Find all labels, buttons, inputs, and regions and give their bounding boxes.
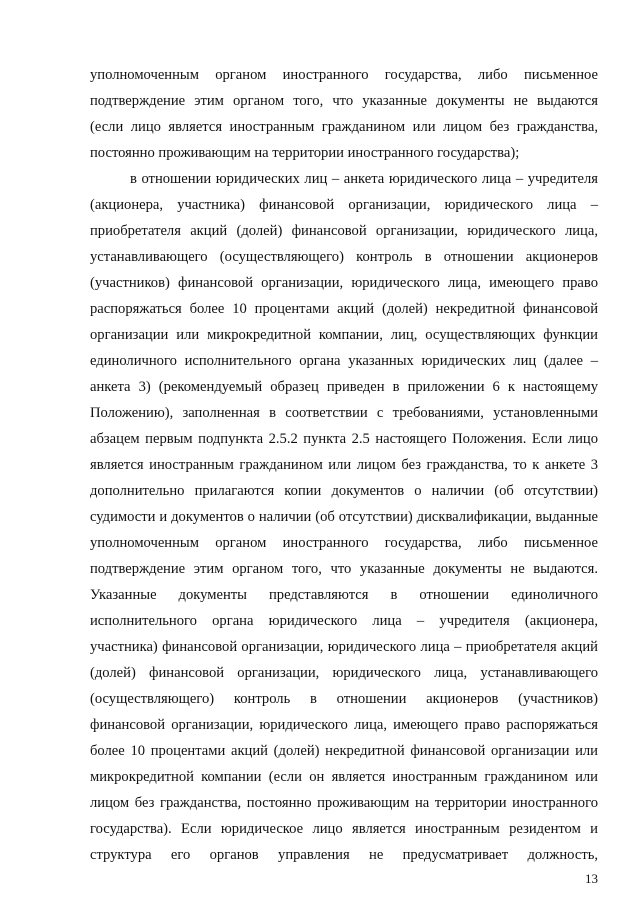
text-line: уполномоченным органом иностранного государства, либо письменное: [90, 67, 598, 83]
text-line: организации или микрокредитной компании, лиц, осуществляющих функции: [90, 327, 598, 343]
text-line: (осуществляющего) контроль в отношении акционеров (участников): [90, 691, 598, 707]
text-line: (акционера, участника) финансовой организации, юридического лица –: [90, 197, 598, 213]
text-line: анкета 3) (рекомендуемый образец приведен в приложении 6 к настоящему: [90, 379, 598, 395]
text-line: микрокредитной компании (если он является иностранным гражданином или: [90, 769, 598, 785]
text-line: устанавливающего (осуществляющего) контроль в отношении акционеров: [90, 249, 598, 265]
text-line: постоянно проживающим на территории иностранного государства);: [90, 145, 520, 161]
text-line: Указанные документы представляются в отношении единоличного: [90, 587, 598, 603]
text-line: приобретателя акций (долей) финансовой организации, юридического лица,: [90, 223, 598, 239]
text-line: единоличного исполнительного органа указанных юридических лиц (далее –: [90, 353, 598, 369]
text-line: исполнительного органа юридического лица – учредителя (акционера,: [90, 613, 598, 629]
text-line: подтверждение этим органом того, что указанные документы не выдаются.: [90, 561, 598, 577]
page-number: 13: [585, 871, 598, 886]
text-line: (участников) финансовой организации, юридического лица, имеющего право: [90, 275, 598, 291]
text-line: структура его органов управления не предусматривает должность,: [90, 847, 598, 863]
text-line: судимости и документов о наличии (об отсутствии) дисквалификации, выданные: [90, 509, 598, 525]
text-line: (долей) финансовой организации, юридического лица, устанавливающего: [90, 665, 598, 681]
text-line: подтверждение этим органом того, что указанные документы не выдаются: [90, 93, 598, 109]
text-line: участника) финансовой организации, юридического лица – приобретателя акций: [90, 639, 598, 655]
text-line: финансовой организации, юридического лица, имеющего право распоряжаться: [90, 717, 598, 733]
text-line: государства). Если юридическое лицо является иностранным резидентом и: [90, 821, 598, 837]
body-text: [90, 62, 598, 868]
paragraph-legal-entities: [90, 166, 598, 868]
text-line: абзацем первым подпункта 2.5.2 пункта 2.5 настоящего Положения. Если лицо: [90, 431, 598, 447]
text-line: Положению), заполненная в соответствии с требованиями, установленными: [90, 405, 598, 421]
paragraph-continuation: [90, 62, 598, 166]
text-line: в отношении юридических лиц – анкета юридического лица – учредителя: [130, 171, 598, 187]
text-line: уполномоченным органом иностранного государства, либо письменное: [90, 535, 598, 551]
text-line: более 10 процентами акций (долей) некредитной финансовой организации или: [90, 743, 598, 759]
text-line: дополнительно прилагаются копии документов о наличии (об отсутствии): [90, 483, 598, 499]
text-line: является иностранным гражданином или лицом без гражданства, то к анкете 3: [90, 457, 598, 473]
text-line: лицом без гражданства, постоянно проживающим на территории иностранного: [90, 795, 598, 811]
text-line: (если лицо является иностранным гражданином или лицом без гражданства,: [90, 119, 598, 135]
text-line: распоряжаться более 10 процентами акций (долей) некредитной финансовой: [90, 301, 598, 317]
